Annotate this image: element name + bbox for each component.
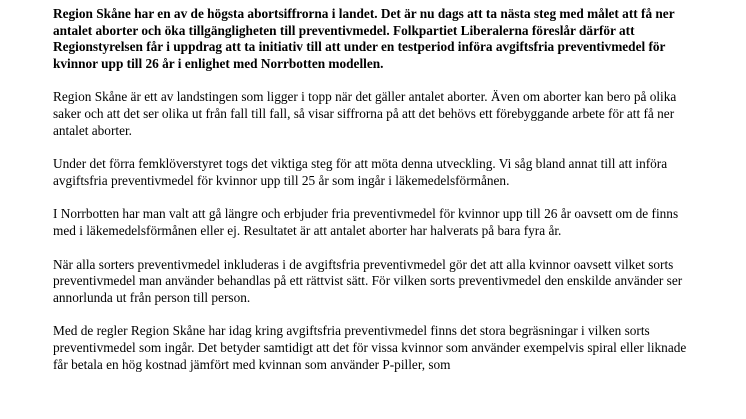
lead-paragraph: Region Skåne har en av de högsta abortsiffrorna i landet. Det är nu dags att ta nästa steg med målet att få ner antalet aborter och öka tillgängligheten till preventivmedel. Folkpartiet Liberalerna föreslår därför att Regionstyrelsen får i uppdrag att ta initiativ till att under en testperiod införa avgiftsfria preventivmedel för kvinnor upp till 26 år i enlighet med Norrbotten modellen. [53, 6, 675, 71]
body-paragraph-previous-coalition: Under det förra femklöverstyret togs det viktiga steg för att möta denna utveckling. Vi såg bland annat till att införa avgiftsfria preventivmedel för kvinnor upp till 25 år som ingår i läkemedelsförmånen. [53, 156, 668, 188]
body-paragraph-all-types: När alla sorters preventivmedel inkluderas i de avgiftsfria preventivmedel gör det att alla kvinnor oavsett vilket sorts preventivmedel man använder behandlas på ett rättvist sätt. För vilken sorts preventivmedel den enskilde använder ser annorlunda ut från person till person. [53, 256, 683, 305]
body-paragraph-abortion-rates: Region Skåne är ett av landstingen som ligger i topp när det gäller antalet aborter. Även om aborter kan bero på olika saker och att det ser olika ut från fall till fall, så visar siffrorna på att det behövs ett förebyggande arbete för att få ner antalet aborter. [53, 89, 677, 138]
body-paragraph-current-rules: Med de regler Region Skåne har idag kring avgiftsfria preventivmedel finns det stora begräsningar i vilken sorts preventivmedel som ingår. Det betyder samtidigt att det för vissa kvinnor som använder exempelvis spiral eller liknade får betala en hög kostnad jämfört med kvinnan som använder P-piller, som [53, 323, 687, 372]
document-page [53, 6, 703, 390]
body-paragraph-norrbotten: I Norrbotten har man valt att gå längre och erbjuder fria preventivmedel för kvinnor upp till 26 år oavsett om de finns med i läkemedelsförmånen eller ej. Resultatet är att antalet aborter har halverats på bara fyra år. [53, 206, 679, 238]
